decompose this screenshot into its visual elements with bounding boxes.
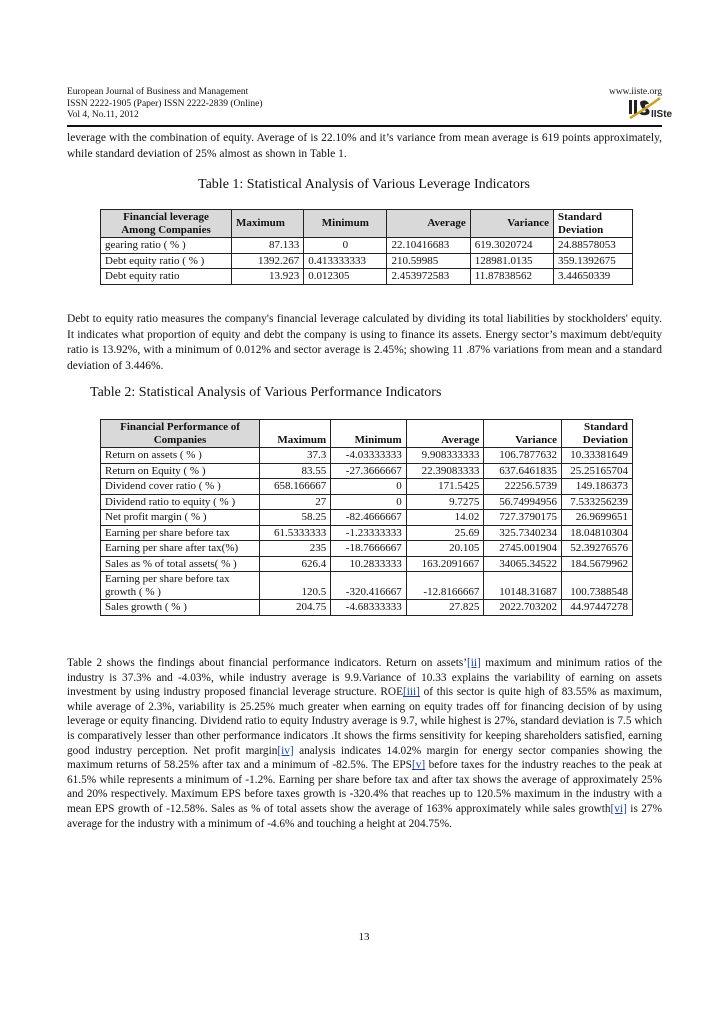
table2-cell: -82.4666667 — [331, 510, 407, 526]
table2-cell: 149.186373 — [562, 479, 633, 495]
table1-header: Minimum — [304, 210, 387, 238]
header-rule — [67, 125, 662, 127]
table2-cell: Dividend ratio to equity ( % ) — [101, 494, 260, 510]
table1-cell: 2.453972583 — [387, 269, 470, 285]
table1-cell: 87.133 — [232, 238, 304, 254]
table2-cell: 27 — [260, 494, 331, 510]
table-row — [101, 600, 633, 616]
table2-cell: Return on assets ( % ) — [101, 448, 260, 464]
final-text: maximum and minimum ratios of the industry is 37.3% and -4.03%, while industry average is 9.9.Variance of 10.33 explains the variability of earning on assets investment by using industry proposed financial leverage structure. ROE — [67, 657, 662, 699]
table-row — [101, 541, 633, 557]
table2-cell: 22256.5739 — [484, 479, 562, 495]
table-row — [101, 479, 633, 495]
table2-cell: 235 — [260, 541, 331, 557]
table1-cell: 3.44650339 — [554, 269, 633, 285]
journal-url[interactable]: www.iiste.org — [608, 87, 662, 97]
table2-header: Variance — [484, 420, 562, 448]
final-text: of this sector is quite high of 83.55% as maximum, while average of 2.3%, variability is 25.25% much greater when earning on equity trades off for financing decision of by using leverage or equity financing. Dividend ratio to equity Industry average is 9.7, while highest is 27%, standard deviation is 7.5 which is comparatively lesser than other performance indicators .It shows the firms sensitivity for keeping shareholders satisfied, earning good industry perception. Net profit margin — [67, 686, 662, 757]
table1-cell: 210.59985 — [387, 253, 470, 269]
table2-cell: 18.04810304 — [562, 525, 633, 541]
table2-cell: 2022.703202 — [484, 600, 562, 616]
journal-volume: Vol 4, No.11, 2012 — [67, 110, 139, 120]
final-paragraph — [67, 656, 662, 831]
table-row — [101, 448, 633, 464]
journal-header — [67, 87, 662, 122]
table2-cell: 9.7275 — [406, 494, 484, 510]
table-row — [101, 463, 633, 479]
table2-cell: 9.908333333 — [406, 448, 484, 464]
table1-cell: 0.413333333 — [304, 253, 387, 269]
page-number: 13 — [358, 931, 370, 943]
table2-header: Standard Deviation — [562, 420, 633, 448]
iiste-logo-icon — [626, 92, 673, 122]
table2-cell: 0 — [331, 479, 407, 495]
reference-link[interactable]: [vi] — [610, 802, 627, 815]
reference-link[interactable]: [iv] — [277, 744, 294, 757]
table1-cell: 619.3020724 — [470, 238, 553, 254]
table2-cell: 727.3790175 — [484, 510, 562, 526]
table1-caption: Table 1: Statistical Analysis of Various Leverage Indicators — [198, 177, 530, 192]
table2-cell: Return on Equity ( % ) — [101, 463, 260, 479]
table1-header: Standard Deviation — [554, 210, 633, 238]
table2-cell: 325.7340234 — [484, 525, 562, 541]
table1-cell: 0.012305 — [304, 269, 387, 285]
table2-cell: 2745.001904 — [484, 541, 562, 557]
table2-cell: 626.4 — [260, 556, 331, 572]
reference-link[interactable]: [iii] — [402, 686, 420, 699]
table1-cell: 359.1392675 — [554, 253, 633, 269]
table2-cell: 184.5679962 — [562, 556, 633, 572]
reference-link[interactable]: [v] — [411, 759, 426, 772]
table2-cell: 637.6461835 — [484, 463, 562, 479]
table2-cell: 37.3 — [260, 448, 331, 464]
table-row — [101, 510, 633, 526]
final-text: is 27% average for the industry with a minimum of -4.6% and touching a height at 204.75%. — [67, 802, 662, 830]
table2-cell: 25.69 — [406, 525, 484, 541]
table2-cell: -12.8166667 — [406, 572, 484, 600]
table2-cell: 658.166667 — [260, 479, 331, 495]
table-row — [101, 572, 633, 600]
table2-cell: Net profit margin ( % ) — [101, 510, 260, 526]
table2-cell: -4.03333333 — [331, 448, 407, 464]
table-row — [101, 525, 633, 541]
table-row — [101, 238, 633, 254]
intro-paragraph: leverage with the combination of equity. Average of is 22.10% and it’s variance from mean average is 619 points approximately, while standard deviation of 25% almost as shown in Table 1. — [67, 132, 662, 160]
table2-cell: 7.533256239 — [562, 494, 633, 510]
table2-cell: 58.25 — [260, 510, 331, 526]
table2-cell: Earning per share before tax — [101, 525, 260, 541]
table1-cell: 22.10416683 — [387, 238, 470, 254]
table2-cell: Earning per share after tax(%) — [101, 541, 260, 557]
table2-cell: 10148.31687 — [484, 572, 562, 600]
table2-cell: 100.7388548 — [562, 572, 633, 600]
table2-cell: -320.416667 — [331, 572, 407, 600]
table2-cell: 120.5 — [260, 572, 331, 600]
table2-cell: Earning per share before tax growth ( % ) — [101, 572, 260, 600]
table-row — [101, 253, 633, 269]
logo-text: IISte — [651, 109, 673, 120]
table2 — [100, 419, 633, 616]
table1-cell: gearing ratio ( % ) — [101, 238, 232, 254]
table2-cell: 34065.34522 — [484, 556, 562, 572]
table1-cell: 24.88578053 — [554, 238, 633, 254]
table2-cell: 163.2091667 — [406, 556, 484, 572]
table2-cell: 27.825 — [406, 600, 484, 616]
table1-header-row — [101, 210, 633, 238]
table2-cell: 61.5333333 — [260, 525, 331, 541]
table1-header: Average — [387, 210, 470, 238]
table2-cell: -27.3666667 — [331, 463, 407, 479]
table2-cell: 20.105 — [406, 541, 484, 557]
table2-cell: 52.39276576 — [562, 541, 633, 557]
table1-cell: Debt equity ratio ( % ) — [101, 253, 232, 269]
table2-cell: 22.39083333 — [406, 463, 484, 479]
table2-cell: -4.68333333 — [331, 600, 407, 616]
table2-cell: -1.23333333 — [331, 525, 407, 541]
table2-cell: 83.55 — [260, 463, 331, 479]
table2-header: Financial Performance of Companies — [101, 420, 260, 448]
final-text: analysis indicates 14.02% margin for energy sector companies showing the maximum returns of 58.25% after tax and a minimum of -82.5%. The EPS — [67, 744, 662, 772]
table1 — [100, 209, 633, 285]
table1-cell: 0 — [304, 238, 387, 254]
table2-cell: 10.2833333 — [331, 556, 407, 572]
table2-cell: 14.02 — [406, 510, 484, 526]
table1-cell: Debt equity ratio — [101, 269, 232, 285]
table2-cell: Sales as % of total assets( % ) — [101, 556, 260, 572]
table2-cell: 56.74994956 — [484, 494, 562, 510]
table-row — [101, 556, 633, 572]
table-row — [101, 494, 633, 510]
table1-cell: 13.923 — [232, 269, 304, 285]
table2-cell: 204.75 — [260, 600, 331, 616]
table2-cell: 25.25165704 — [562, 463, 633, 479]
table2-cell: 171.5425 — [406, 479, 484, 495]
table2-cell: 10.33381649 — [562, 448, 633, 464]
table1-cell: 11.87838562 — [470, 269, 553, 285]
table2-cell: Dividend cover ratio ( % ) — [101, 479, 260, 495]
table1-header: Financial leverage Among Companies — [101, 210, 232, 238]
journal-issn: ISSN 2222-1905 (Paper) ISSN 2222-2839 (Online) — [67, 98, 263, 109]
table2-cell: 44.97447278 — [562, 600, 633, 616]
table1-cell: 1392.267 — [232, 253, 304, 269]
table2-cell: -18.7666667 — [331, 541, 407, 557]
final-text: Table 2 shows the findings about financial performance indicators. Return on assets’ — [67, 657, 468, 669]
table2-cell: 106.7877632 — [484, 448, 562, 464]
table2-header: Minimum — [331, 420, 407, 448]
table2-header: Average — [406, 420, 484, 448]
table1-header: Variance — [470, 210, 553, 238]
table2-header-row — [101, 420, 633, 448]
middle-paragraph: Debt to equity ratio measures the company's financial leverage calculated by dividing its total liabilities by stockholders' equity. It indicates what proportion of equity and debt the company is using to finance its assets. Energy sector’s maximum debt/equity ratio is 13.92%, with a minimum of 0.012% and sector average is 2.45%; showing 11 .87% variations from mean and a standard deviation of 3.446%. — [67, 313, 662, 372]
table1-cell: 128981.0135 — [470, 253, 553, 269]
table2-cell: Sales growth ( % ) — [101, 600, 260, 616]
journal-title: European Journal of Business and Management — [67, 87, 249, 97]
table1-header: Maximum — [232, 210, 304, 238]
table2-caption: Table 2: Statistical Analysis of Various Performance Indicators — [90, 385, 442, 400]
table-row — [101, 269, 633, 285]
reference-link[interactable]: [ii] — [467, 657, 481, 669]
table2-cell: 0 — [331, 494, 407, 510]
table2-header: Maximum — [260, 420, 331, 448]
final-text: before taxes for the industry reaches to the peak at 61.5% while represents a minimum of -1.2%. Earning per share before tax and after tax shows the average of approximately 25% and 20% respectively. Maximum EPS before taxes growth is -320.4% that reaches up to 120.5% maximum in the industry with a mean EPS growth of -12.58%. Sales as % of total assets show the average of 163% approximately while sales growth — [67, 759, 662, 815]
table2-cell: 26.9699651 — [562, 510, 633, 526]
